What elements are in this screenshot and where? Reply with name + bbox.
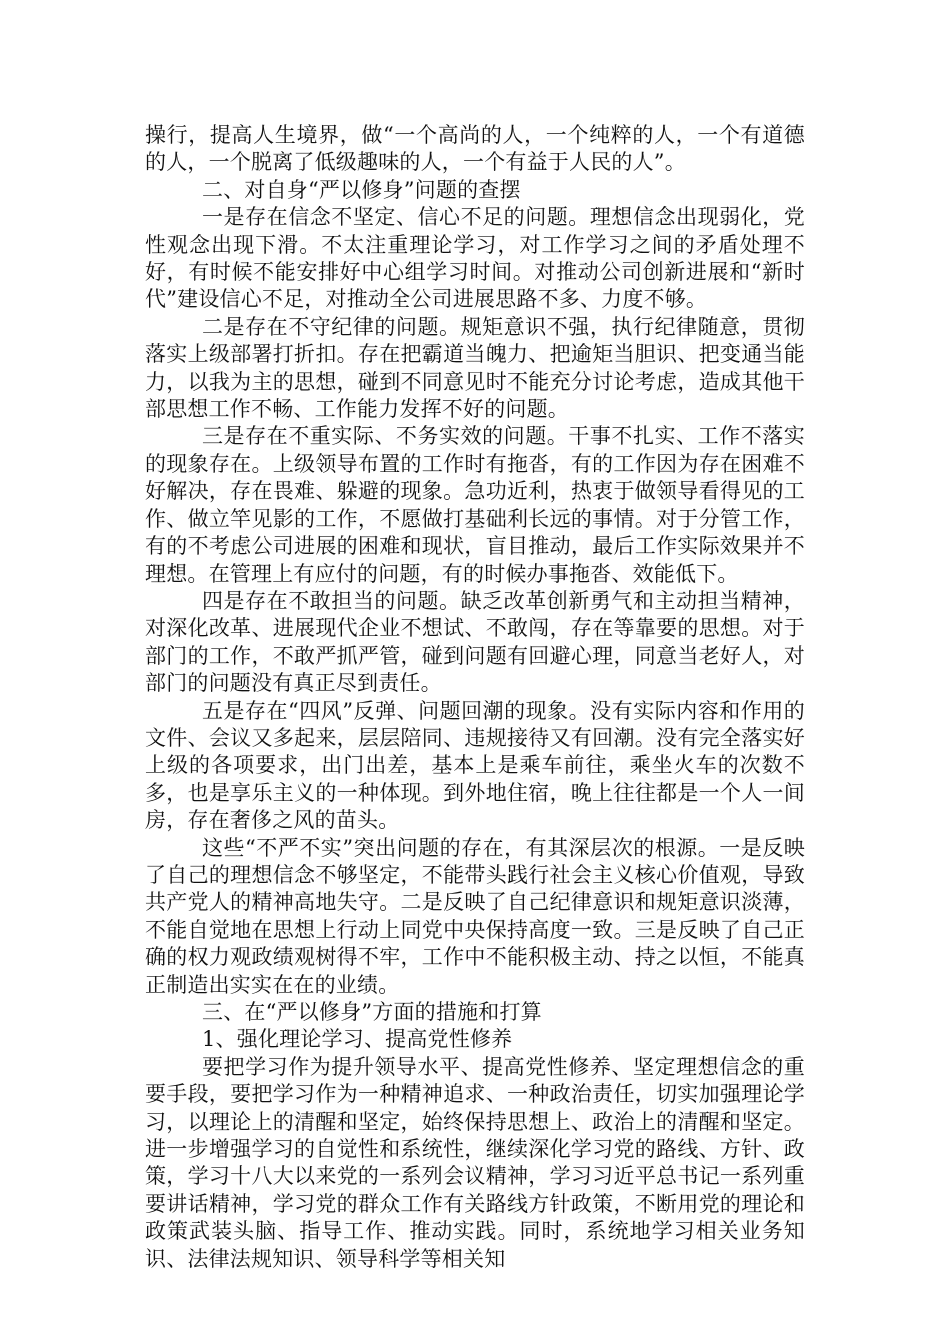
document-body: [145, 122, 805, 1273]
paragraph-measure-1: 要把学习作为提升领导水平、提高党性修养、坚定理想信念的重要手段，要把学习作为一种精神追求、一种政治责任，切实加强理论学习，以理论上的清醒和坚定，始终保持思想上、政治上的清醒和坚定。进一步增强学习的自觉性和系统性，继续深化学习党的路线、方针、政策，学习十八大以来党的一系列会议精神，学习习近平总书记一系列重要讲话精神，学习党的群众工作有关路线方针政策，不断用党的理论和政策武装头脑、指导工作、推动实践。同时，系统地学习相关业务知识、法律法规知识、领导科学等相关知: [145, 1054, 805, 1271]
paragraph-problem-3: 三是存在不重实际、不务实效的问题。干事不扎实、工作不落实的现象存在。上级领导布置的工作时有拖沓，有的工作因为存在困难不好解决，存在畏难、躲避的现象。急功近利，热衷于做领导看得见的工作、做立竿见影的工作，不愿做打基础利长远的事情。对于分管工作，有的不考虑公司进展的困难和现状，盲目推动，最后工作实际效果并不理想。在管理上有应付的问题，有的时候办事拖沓、效能低下。: [145, 424, 805, 586]
section-heading-3: 三、在“严以修身”方面的措施和打算: [202, 1000, 542, 1024]
paragraph-problem-1: 一是存在信念不坚定、信心不足的问题。理想信念出现弱化，党性观念出现下滑。不太注重理论学习，对工作学习之间的矛盾处理不好，有时候不能安排好中心组学习时间。对推动公司创新进展和“新时代”建设信心不足，对推动全公司进展思路不多、力度不够。: [145, 205, 805, 312]
paragraph-problem-2: 二是存在不守纪律的问题。规矩意识不强，执行纪律随意，贯彻落实上级部署打折扣。存在把霸道当魄力、把逾矩当胆识、把变通当能力，以我为主的思想，碰到不同意见时不能充分讨论考虑，造成其他干部思想工作不畅、工作能力发挥不好的问题。: [145, 314, 805, 422]
section-heading-2: 二、对自身“严以修身”问题的查摆: [202, 177, 521, 202]
paragraph-problem-4: 四是存在不敢担当的问题。缺乏改革创新勇气和主动担当精神，对深化改革、进展现代企业不想试、不敢闯，存在等靠要的思想。对于部门的工作，不敢严抓严管，碰到问题有回避心理，同意当老好人，对部门的问题没有真正尽到责任。: [145, 588, 805, 696]
paragraph-problem-5: 五是存在“四风”反弹、问题回潮的现象。没有实际内容和作用的文件、会议又多起来，层层陪同、违规接待又有回潮。没有完全落实好上级的各项要求，出门出差，基本上是乘车前往，乘坐火车的次数不多，也是享乐主义的一种体现。到外地住宿，晚上往往都是一个人一间房，存在奢侈之风的苗头。: [145, 698, 805, 833]
paragraph-continuation: 操行，提高人生境界，做“一个高尚的人，一个纯粹的人，一个有道德的人，一个脱离了低级趣味的人，一个有益于人民的人”。: [145, 123, 805, 175]
paragraph-root-causes: 这些“不严不实”突出问题的存在，有其深层次的根源。一是反映了自己的理想信念不够坚定，不能带头践行社会主义核心价值观，导致共产党人的精神高地失守。二是反映了自己纪律意识和规矩意识淡薄，不能自觉地在思想上行动上同党中央保持高度一致。三是反映了自己正确的权力观政绩观树得不牢，工作中不能积极主动、持之以恒，不能真正制造出实实在在的业绩。: [145, 835, 805, 997]
subheading-1: 1、强化理论学习、提高党性修养: [202, 1027, 513, 1052]
